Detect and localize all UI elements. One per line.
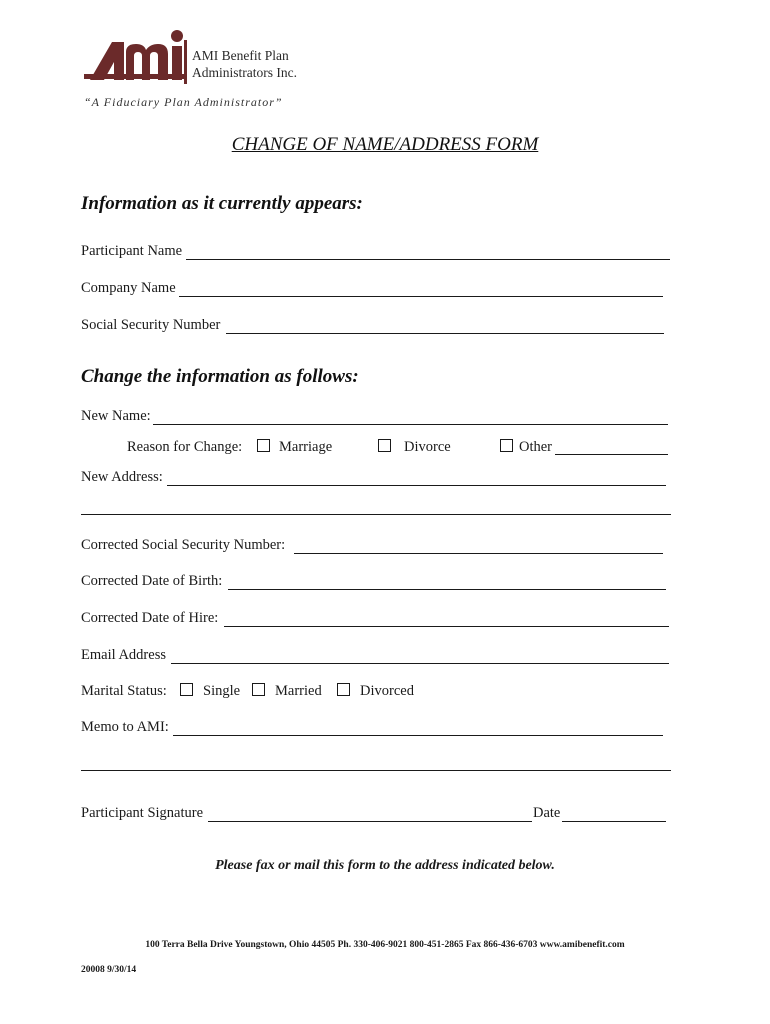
logo-company-line1: AMI Benefit Plan [192,48,289,63]
reason-marriage-checkbox[interactable] [257,439,270,452]
memo-label: Memo to AMI: [81,719,169,735]
mail-instruction: Please fax or mail this form to the address indicated below. [215,858,555,873]
ssn-label: Social Security Number [81,317,221,333]
footer-address: 100 Terra Bella Drive Youngstown, Ohio 44505 Ph. 330-406-9021 800-451-2865 Fax 866-436-6703 www.amibenefit.com [145,940,625,950]
new-address-field-line2[interactable] [81,514,671,515]
reason-other-label: Other [519,439,553,455]
company-name-label: Company Name [81,280,176,296]
section-current-heading: Information as it currently appears: [81,193,363,214]
signature-field[interactable] [208,821,532,822]
marital-married-label: Married [275,683,322,699]
date-field[interactable] [562,821,666,822]
new-name-field[interactable] [153,424,668,425]
form-code: 20008 9/30/14 [81,965,137,975]
corrected-ssn-field[interactable] [294,553,663,554]
ssn-field[interactable] [226,333,664,334]
marital-divorced-checkbox[interactable] [337,683,350,696]
ami-logo-icon [84,28,314,98]
signature-label: Participant Signature [81,805,204,821]
corrected-ssn-label: Corrected Social Security Number: [81,537,286,553]
date-label: Date [533,805,561,821]
marital-divorced-label: Divorced [360,683,414,699]
participant-name-label: Participant Name [81,243,183,259]
section-change-heading: Change the information as follows: [81,366,359,387]
company-name-field[interactable] [179,296,663,297]
marital-single-label: Single [203,683,241,699]
corrected-doh-label: Corrected Date of Hire: [81,610,219,626]
memo-field-line2[interactable] [81,770,671,771]
new-address-label: New Address: [81,469,163,485]
reason-divorce-checkbox[interactable] [378,439,391,452]
email-field[interactable] [171,663,669,664]
tagline: “A Fiduciary Plan Administrator” [84,95,283,109]
email-label: Email Address [81,647,166,663]
reason-marriage-label: Marriage [279,439,333,455]
new-name-label: New Name: [81,408,151,424]
logo-company-line2: Administrators Inc. [192,65,297,80]
corrected-dob-label: Corrected Date of Birth: [81,573,223,589]
reason-other-checkbox[interactable] [500,439,513,452]
marital-status-label: Marital Status: [81,683,167,699]
memo-field[interactable] [173,735,663,736]
reason-other-field[interactable] [555,454,668,455]
new-address-field[interactable] [167,485,666,486]
marital-married-checkbox[interactable] [252,683,265,696]
reason-divorce-label: Divorce [404,439,451,455]
form-title: CHANGE OF NAME/ADDRESS FORM [231,134,539,155]
participant-name-field[interactable] [186,259,670,260]
corrected-dob-field[interactable] [228,589,666,590]
corrected-doh-field[interactable] [224,626,669,627]
reason-label: Reason for Change: [127,439,243,455]
marital-single-checkbox[interactable] [180,683,193,696]
